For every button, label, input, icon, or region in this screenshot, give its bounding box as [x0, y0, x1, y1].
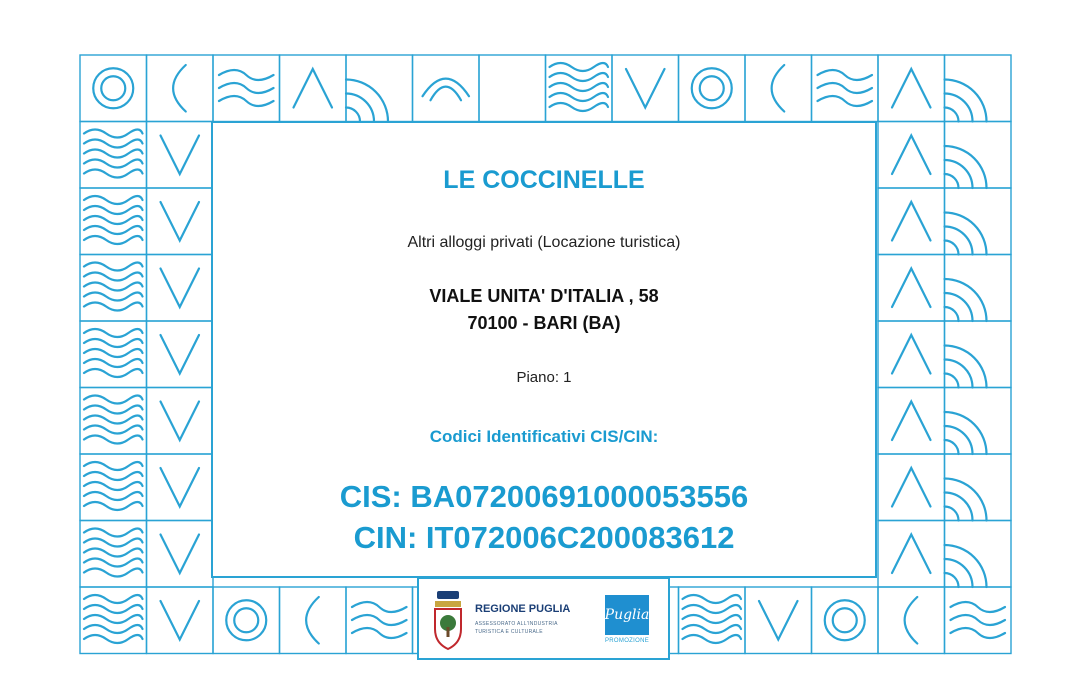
puglia-promozione-logo [605, 595, 649, 635]
floor-number: Piano: 1 [516, 369, 572, 386]
codes-heading: Codici Identificativi CIS/CIN: [429, 427, 659, 446]
cin-code: CIN: IT072006C200083612 [353, 520, 735, 555]
cis-code: CIS: BA07200691000053556 [339, 479, 749, 514]
address-street: VIALE UNITA' D'ITALIA , 58 [429, 286, 659, 306]
region-crest-icon [431, 589, 465, 651]
address-city: 70100 - BARI (BA) [467, 313, 621, 333]
promo-label: PROMOZIONE [605, 638, 650, 644]
sponsor-logos [417, 577, 670, 660]
region-department: ASSESSORATO ALL'INDUSTRIA TURISTICA E CULTURALE [475, 621, 558, 635]
svg-text:Puglia: Puglia [605, 607, 649, 623]
property-name: LE COCCINELLE [443, 166, 645, 194]
region-name: REGIONE PUGLIA [475, 603, 571, 615]
listing-panel [212, 122, 876, 577]
accommodation-type: Altri alloggi privati (Locazione turistica) [407, 234, 681, 251]
